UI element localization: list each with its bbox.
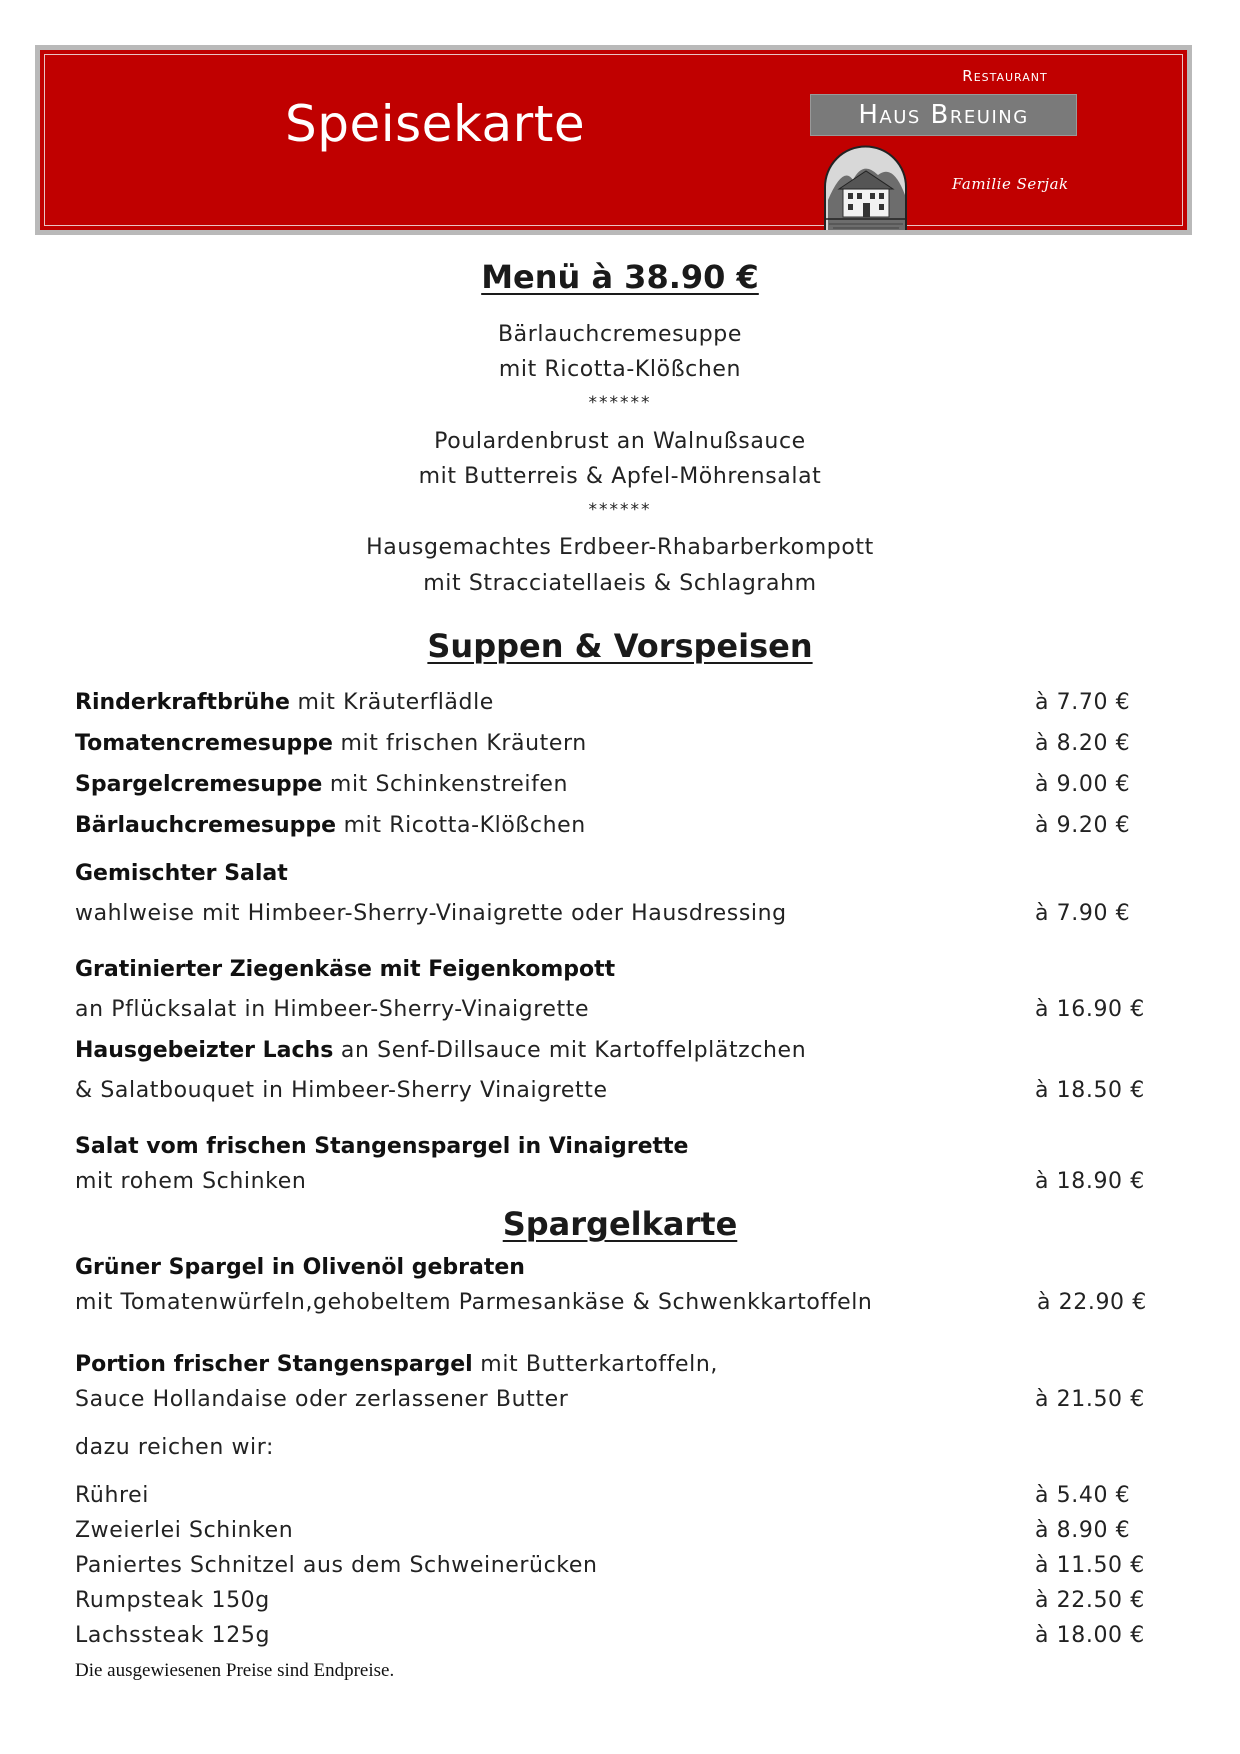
item-name: Gratinierter Ziegenkäse mit Feigenkompott xyxy=(75,957,616,982)
item-price: à 16.90 € xyxy=(1035,997,1145,1022)
item-desc: mit rohem Schinken xyxy=(75,1169,307,1194)
menu-item xyxy=(75,813,586,838)
menu-item xyxy=(75,772,568,797)
item-desc: Lachssteak 125g xyxy=(75,1623,271,1648)
menu-item xyxy=(75,1435,274,1460)
menu-line: Bärlauchcremesuppe xyxy=(497,322,743,347)
item-desc: mit frischen Kräutern xyxy=(332,731,587,756)
item-price: à 8.90 € xyxy=(1035,1518,1131,1543)
item-price: à 22.90 € xyxy=(1037,1290,1147,1315)
item-price: à 18.90 € xyxy=(1035,1169,1145,1194)
menu-item xyxy=(75,1255,525,1280)
menu-line: Poulardenbrust an Walnußsauce xyxy=(434,429,806,454)
item-price: à 5.40 € xyxy=(1035,1483,1131,1508)
menu-item xyxy=(75,1290,872,1315)
item-desc: mit Tomatenwürfeln,gehobeltem Parmesankäse & Schwenkkartoffeln xyxy=(75,1290,873,1315)
restaurant-name-box xyxy=(810,94,1077,136)
menu-item xyxy=(75,690,494,715)
section-title-asparagus: Spargelkarte xyxy=(502,1205,738,1243)
item-price: à 18.00 € xyxy=(1035,1623,1145,1648)
item-name: Bärlauchcremesuppe xyxy=(75,813,337,838)
item-price: à 9.00 € xyxy=(1035,772,1131,797)
item-price: à 18.50 € xyxy=(1035,1078,1145,1103)
menu-item xyxy=(75,901,787,926)
item-desc: mit Ricotta-Klößchen xyxy=(336,813,586,838)
item-desc: Zweierlei Schinken xyxy=(75,1518,294,1543)
menu-line: mit Stracciatellaeis & Schlagrahm xyxy=(423,571,817,596)
item-name: Spargelcremesuppe xyxy=(75,772,323,797)
item-desc: dazu reichen wir: xyxy=(75,1435,275,1460)
menu-title: Menü à 38.90 € xyxy=(481,258,759,296)
item-desc: wahlweise mit Himbeer-Sherry-Vinaigrette oder Hausdressing xyxy=(75,901,787,926)
item-desc: Rührei xyxy=(75,1483,149,1508)
menu-item xyxy=(75,1623,270,1648)
item-name: Rinderkraftbrühe xyxy=(75,690,290,715)
menu-item xyxy=(75,1483,149,1508)
menu-item xyxy=(75,1134,688,1159)
item-price: à 9.20 € xyxy=(1035,813,1131,838)
menu-separator: ****** xyxy=(588,500,652,520)
item-desc: an Pflücksalat in Himbeer-Sherry-Vinaigrette xyxy=(75,997,590,1022)
menu-item xyxy=(75,1553,598,1578)
item-name: Salat vom frischen Stangenspargel in Vinaigrette xyxy=(75,1134,689,1159)
item-desc: an Senf-Dillsauce mit Kartoffelplätzchen xyxy=(333,1038,807,1063)
item-price: à 7.70 € xyxy=(1035,690,1131,715)
item-desc: mit Kräuterflädle xyxy=(289,690,494,715)
menu-item xyxy=(75,1387,568,1412)
menu-item xyxy=(75,1588,270,1613)
item-price: à 11.50 € xyxy=(1035,1553,1145,1578)
item-price: à 22.50 € xyxy=(1035,1588,1145,1613)
item-desc: Rumpsteak 150g xyxy=(75,1588,270,1613)
menu-item xyxy=(75,861,288,886)
banner-red-panel xyxy=(40,50,1187,230)
menu-separator: ****** xyxy=(588,393,652,413)
menu-item xyxy=(75,1078,608,1103)
house-emblem-icon xyxy=(823,145,908,230)
restaurant-name: Haus Breuing xyxy=(858,100,1029,130)
item-desc: mit Butterkartoffeln, xyxy=(472,1352,718,1377)
menu-item xyxy=(75,997,589,1022)
item-desc: & Salatbouquet in Himbeer-Sherry Vinaigrette xyxy=(75,1078,608,1103)
item-name: Portion frischer Stangenspargel xyxy=(75,1352,473,1377)
item-name: Grüner Spargel in Olivenöl gebraten xyxy=(75,1255,525,1280)
menu-line: mit Ricotta-Klößchen xyxy=(498,357,742,382)
menu-line: Hausgemachtes Erdbeer-Rhabarberkompott xyxy=(366,535,874,560)
item-desc: Sauce Hollandaise oder zerlassener Butter xyxy=(75,1387,569,1412)
section-title-soups: Suppen & Vorspeisen xyxy=(427,627,813,665)
menu-item xyxy=(75,1169,306,1194)
family-signature: Familie Serjak xyxy=(952,175,1069,193)
menu-item xyxy=(75,1352,718,1377)
restaurant-label: Restaurant xyxy=(962,67,1048,85)
item-price: à 8.20 € xyxy=(1035,731,1131,756)
menu-item xyxy=(75,1518,293,1543)
item-name: Tomatencremesuppe xyxy=(75,731,333,756)
item-desc: Paniertes Schnitzel aus dem Schweinerücken xyxy=(75,1553,598,1578)
menu-item xyxy=(75,957,615,982)
page-title: Speisekarte xyxy=(285,95,586,153)
menu-line: mit Butterreis & Apfel-Möhrensalat xyxy=(418,464,822,489)
item-name: Gemischter Salat xyxy=(75,861,288,886)
footnote: Die ausgewiesenen Preise sind Endpreise. xyxy=(75,1660,395,1681)
item-price: à 21.50 € xyxy=(1035,1387,1145,1412)
menu-item xyxy=(75,1038,806,1063)
item-name: Hausgebeizter Lachs xyxy=(75,1038,334,1063)
header-banner xyxy=(35,45,1192,235)
item-desc: mit Schinkenstreifen xyxy=(322,772,569,797)
menu-item xyxy=(75,731,587,756)
item-price: à 7.90 € xyxy=(1035,901,1131,926)
